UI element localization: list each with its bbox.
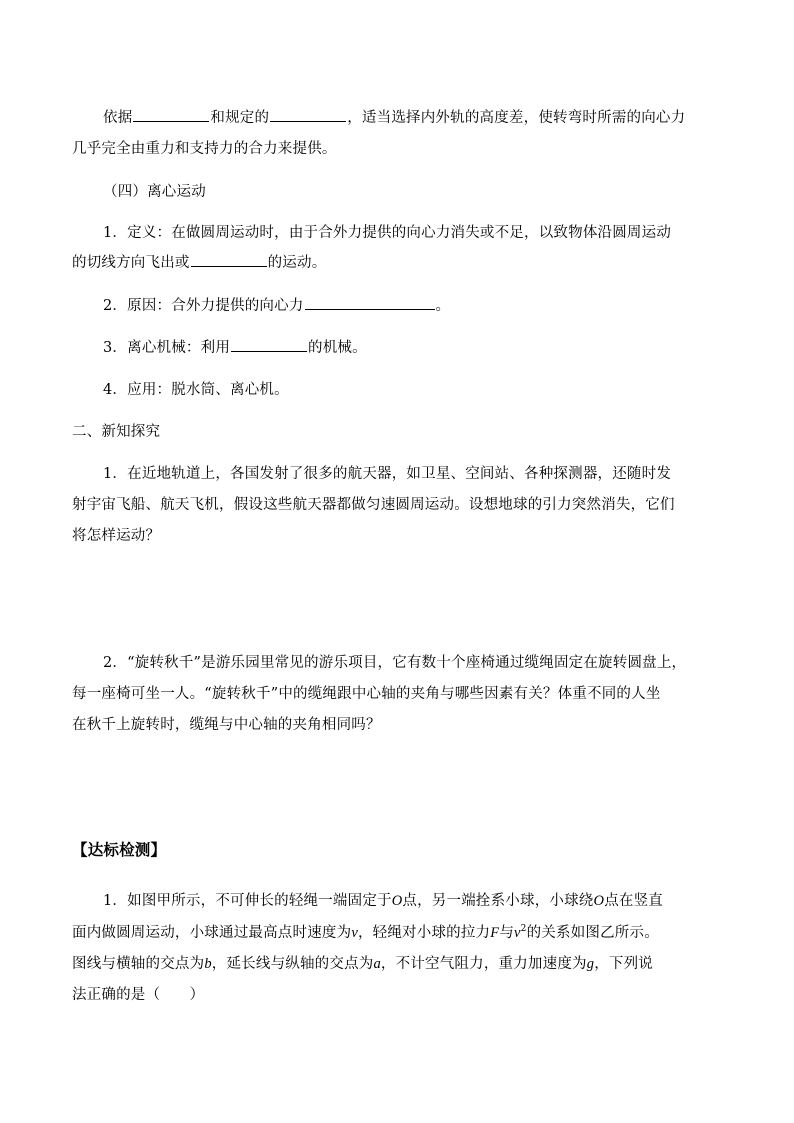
fill-blank[interactable] [133, 107, 209, 122]
item4: 4．应用：脱水筒、离心机。 [103, 382, 289, 398]
var-a: a [373, 956, 381, 972]
var-g: g [586, 956, 595, 972]
q2-line3: 在秋千上旋转时，缆绳与中心轴的夹角相同吗？ [72, 717, 381, 733]
var-v: v [351, 925, 358, 941]
q2-line2: 每一座椅可坐一人。“旋转秋千”中的缆绳跟中心轴的夹角与哪些因素有关？体重不同的人坐 [72, 686, 661, 702]
p1-line1 [103, 889, 663, 910]
text: 。 [435, 298, 451, 314]
superscript-2: 2 [520, 924, 527, 935]
text: ，适当选择内外轨的高度差，使转弯时所需的向心力 [347, 110, 686, 126]
var-b: b [204, 956, 212, 972]
q1-line3: 将怎样运动？ [72, 528, 161, 544]
text: 2．原因：合外力提供的向心力 [103, 298, 304, 314]
q2-line1: 2．“旋转秋千”是游乐园里常见的游乐项目，它有数十个座椅通过缆绳固定在旋转圆盘上， [103, 655, 687, 671]
text: 点，另一端拴系小球，小球绕 [402, 893, 594, 909]
var-F: F [490, 925, 500, 941]
var-v: v [514, 925, 521, 941]
p1-line2 [72, 921, 659, 942]
text: ，不计空气阻力，重力加速度为 [380, 956, 587, 972]
text: 的关系如图乙所示。 [526, 925, 659, 941]
text: 与 [499, 925, 515, 941]
var-O: O [593, 893, 605, 909]
text: ，下列说 [594, 956, 653, 972]
text: 3．离心机械：利用 [103, 340, 231, 356]
fill-blank[interactable] [270, 107, 346, 122]
check-title: 【达标检测】 [72, 840, 167, 859]
fill-blank[interactable] [191, 252, 267, 267]
fill-blank[interactable] [305, 295, 435, 310]
item1-line1: 1．定义：在做圆周运动时，由于合外力提供的向心力消失或不足，以致物体沿圆周运动 [103, 225, 672, 241]
text: 面内做圆周运动，小球通过最高点时速度为 [72, 925, 352, 941]
item3 [103, 336, 367, 357]
text: 的切线方向飞出或 [72, 255, 190, 271]
text: 的运动。 [267, 255, 327, 271]
section-4-title: （四）离心运动 [103, 184, 206, 200]
part2-title: 二、新知探究 [72, 424, 161, 440]
text: 图线与横轴的交点为 [72, 956, 205, 972]
q1-line2: 射宇宙飞船、航天飞机，假设这些航天器都做匀速圆周运动。设想地球的引力突然消失，它们 [72, 497, 675, 513]
fill-blank[interactable] [231, 337, 307, 352]
p1-line3 [72, 952, 653, 973]
text: ，延长线与纵轴的交点为 [211, 956, 374, 972]
var-O: O [391, 893, 403, 909]
item2 [103, 294, 450, 315]
text: ，轻绳对小球的拉力 [357, 925, 491, 941]
text: 的机械。 [308, 340, 367, 356]
p1-line4: 法正确的是（ ） [72, 987, 205, 1003]
railway-line-2: 几乎完全由重力和支持力的合力来提供。 [72, 141, 337, 157]
item1-line2 [72, 251, 326, 272]
text: 1．如图甲所示，不可伸长的轻绳一端固定于 [103, 893, 392, 909]
railway-line-1 [103, 106, 685, 127]
q1-line1: 1．在近地轨道上，各国发射了很多的航天器，如卫星、空间站、各种探测器，还随时发 [103, 466, 672, 482]
text: 点在竖直 [604, 893, 663, 909]
text: 和规定的 [210, 110, 270, 126]
text: 依据 [103, 110, 133, 126]
